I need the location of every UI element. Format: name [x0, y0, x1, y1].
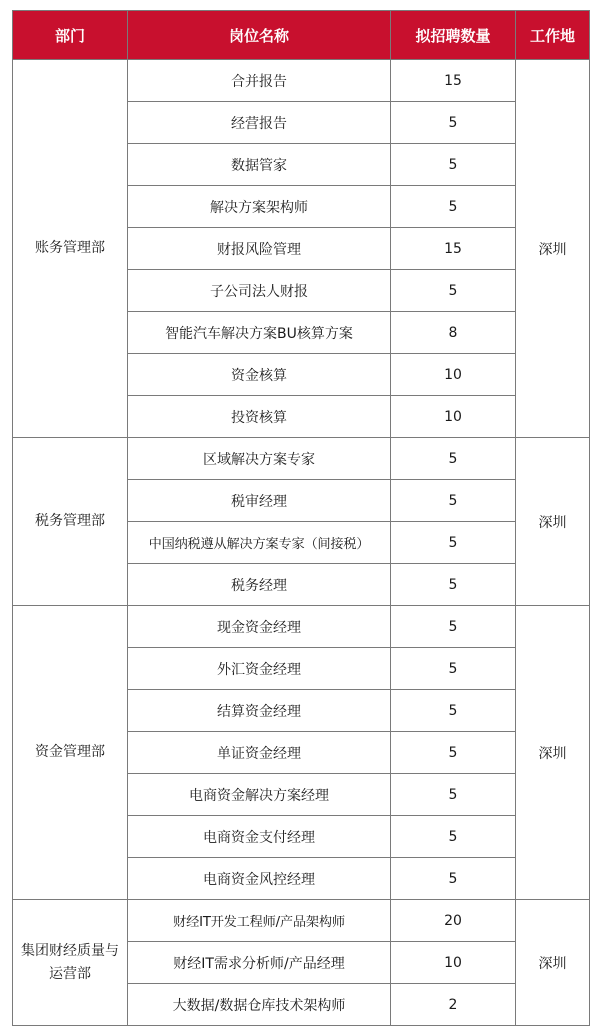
- position-cell: 投资核算: [128, 396, 391, 438]
- position-cell: 财经IT开发工程师/产品架构师: [128, 900, 391, 942]
- position-cell: 资金核算: [128, 354, 391, 396]
- quantity-cell: 5: [391, 186, 516, 228]
- quantity-cell: 5: [391, 732, 516, 774]
- table-row: [13, 438, 590, 480]
- quantity-cell: 5: [391, 648, 516, 690]
- position-cell: 解决方案架构师: [128, 186, 391, 228]
- quantity-cell: 5: [391, 690, 516, 732]
- quantity-cell: 5: [391, 564, 516, 606]
- quantity-cell: 10: [391, 942, 516, 984]
- header-position: 岗位名称: [128, 11, 391, 60]
- quantity-cell: 5: [391, 438, 516, 480]
- position-cell: 财报风险管理: [128, 228, 391, 270]
- table-body: [13, 60, 590, 1026]
- quantity-cell: 15: [391, 228, 516, 270]
- header-quantity: 拟招聘数量: [391, 11, 516, 60]
- table-row: [13, 900, 590, 942]
- quantity-cell: 10: [391, 354, 516, 396]
- position-cell: 经营报告: [128, 102, 391, 144]
- quantity-cell: 5: [391, 858, 516, 900]
- quantity-cell: 15: [391, 60, 516, 102]
- location-cell: 深圳: [516, 60, 590, 438]
- header-department: 部门: [13, 11, 128, 60]
- department-cell: 资金管理部: [13, 606, 128, 900]
- quantity-cell: 10: [391, 396, 516, 438]
- quantity-cell: 5: [391, 774, 516, 816]
- position-cell: 子公司法人财报: [128, 270, 391, 312]
- table-row: [13, 60, 590, 102]
- department-cell: 账务管理部: [13, 60, 128, 438]
- position-cell: 财经IT需求分析师/产品经理: [128, 942, 391, 984]
- position-cell: 现金资金经理: [128, 606, 391, 648]
- header-row: [13, 11, 590, 60]
- quantity-cell: 5: [391, 270, 516, 312]
- quantity-cell: 5: [391, 606, 516, 648]
- position-cell: 大数据/数据仓库技术架构师: [128, 984, 391, 1026]
- position-cell: 数据管家: [128, 144, 391, 186]
- position-cell: 税审经理: [128, 480, 391, 522]
- table-header: [13, 11, 590, 60]
- quantity-cell: 2: [391, 984, 516, 1026]
- table-row: [13, 606, 590, 648]
- position-cell: 结算资金经理: [128, 690, 391, 732]
- department-cell: 集团财经质量与运营部: [13, 900, 128, 1026]
- position-cell: 单证资金经理: [128, 732, 391, 774]
- department-cell: 税务管理部: [13, 438, 128, 606]
- recruitment-table: [12, 10, 590, 1026]
- quantity-cell: 5: [391, 144, 516, 186]
- location-cell: 深圳: [516, 900, 590, 1026]
- position-cell: 智能汽车解决方案BU核算方案: [128, 312, 391, 354]
- quantity-cell: 5: [391, 102, 516, 144]
- position-cell: 区域解决方案专家: [128, 438, 391, 480]
- position-cell: 电商资金解决方案经理: [128, 774, 391, 816]
- header-location: 工作地: [516, 11, 590, 60]
- position-cell: 电商资金支付经理: [128, 816, 391, 858]
- quantity-cell: 5: [391, 522, 516, 564]
- position-cell: 外汇资金经理: [128, 648, 391, 690]
- position-cell: 中国纳税遵从解决方案专家（间接税）: [128, 522, 391, 564]
- quantity-cell: 5: [391, 480, 516, 522]
- location-cell: 深圳: [516, 606, 590, 900]
- quantity-cell: 20: [391, 900, 516, 942]
- quantity-cell: 5: [391, 816, 516, 858]
- position-cell: 合并报告: [128, 60, 391, 102]
- position-cell: 税务经理: [128, 564, 391, 606]
- location-cell: 深圳: [516, 438, 590, 606]
- quantity-cell: 8: [391, 312, 516, 354]
- position-cell: 电商资金风控经理: [128, 858, 391, 900]
